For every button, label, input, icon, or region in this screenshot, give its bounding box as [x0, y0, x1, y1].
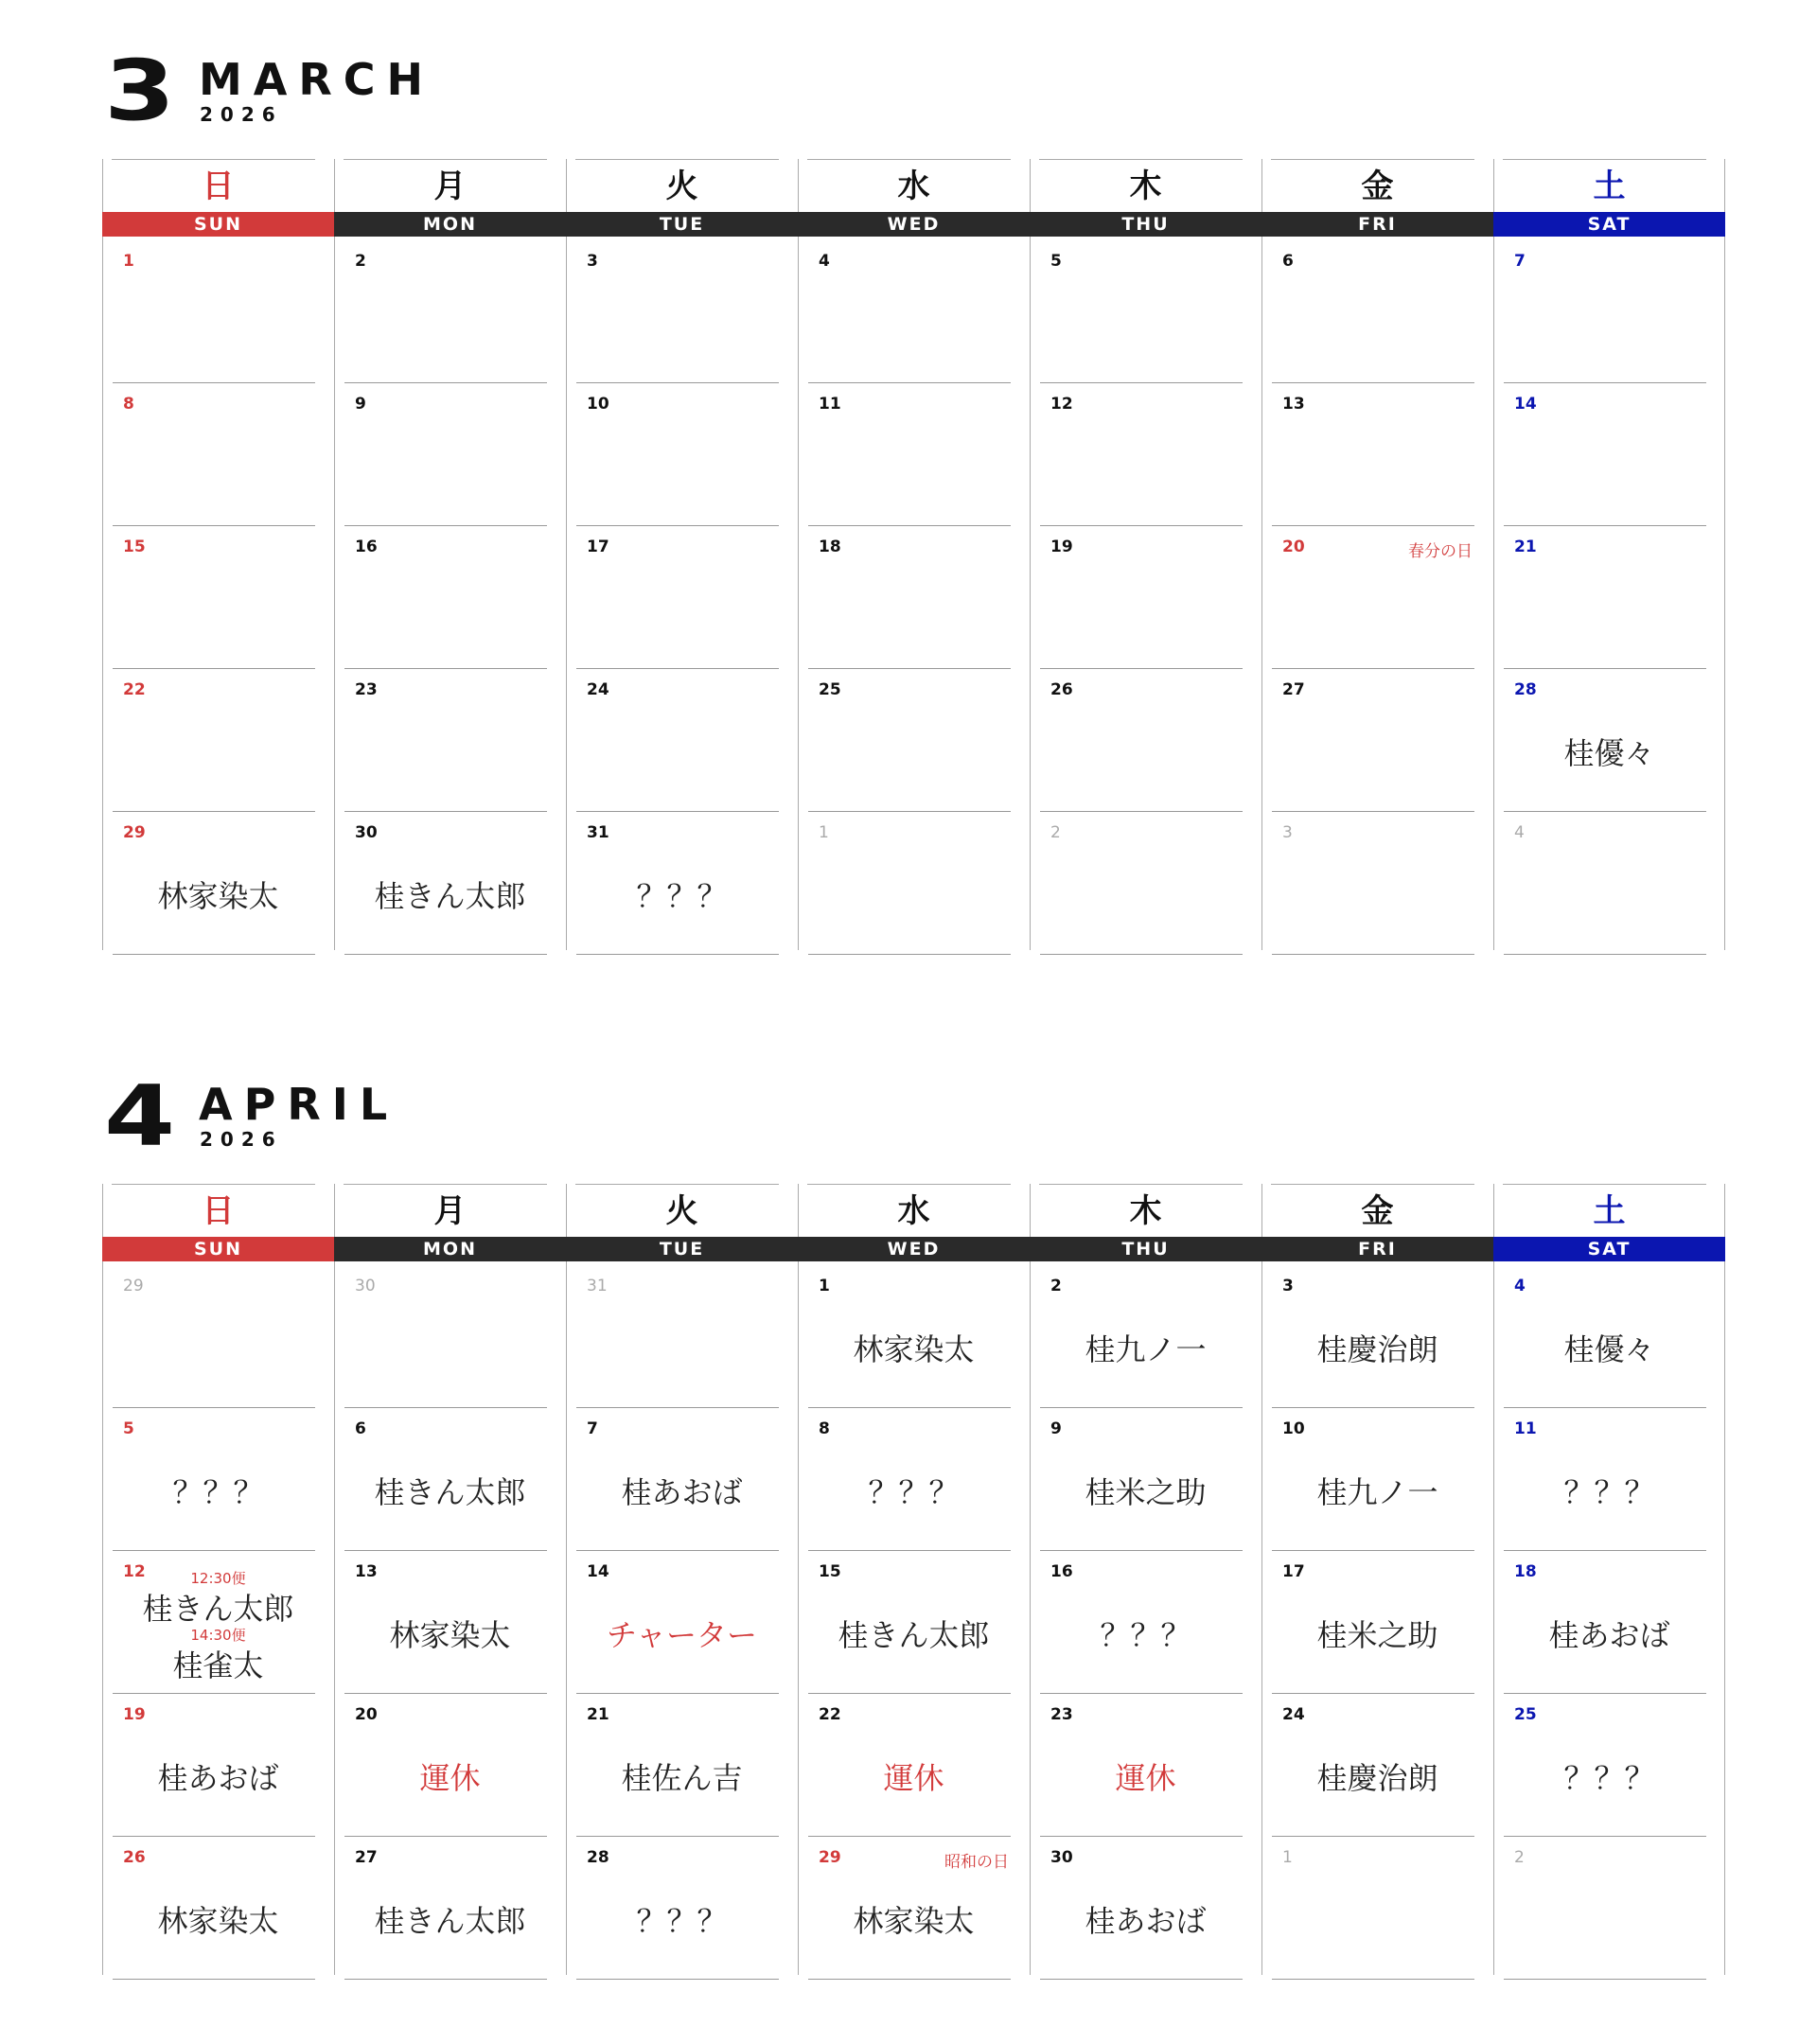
event-label: 桂佐ん吉: [621, 1760, 743, 1796]
day-cell[interactable]: [102, 1837, 334, 1980]
calendar-grid: [102, 159, 1728, 950]
day-number: 7: [1514, 252, 1526, 271]
weekday-kanji: 木: [1129, 167, 1162, 205]
weekday-kanji: 土: [1593, 1192, 1626, 1230]
day-cell[interactable]: [1493, 812, 1725, 955]
day-number: 20: [1282, 537, 1305, 556]
day-column-tue: [566, 1184, 798, 1975]
day-cell[interactable]: [1030, 240, 1261, 383]
month-header: [102, 43, 1728, 153]
event-label: チャーター: [606, 1617, 758, 1653]
day-cell[interactable]: [798, 1551, 1030, 1694]
event-label: 桂九ノ一: [1085, 1331, 1207, 1367]
weekday-kanji: 木: [1129, 1192, 1162, 1230]
row-divider: [113, 1979, 315, 1980]
day-number: 9: [355, 395, 366, 414]
day-cell[interactable]: [334, 812, 566, 955]
weekday-label: FRI: [1261, 1237, 1493, 1261]
day-number: 30: [355, 823, 378, 842]
day-cell[interactable]: [1261, 669, 1493, 812]
month-header: [102, 1067, 1728, 1178]
day-number: 23: [1050, 1705, 1073, 1724]
holiday-label: 春分の日: [1408, 542, 1473, 561]
day-number: 29: [123, 823, 146, 842]
day-number: 26: [1050, 680, 1073, 699]
weekday-kanji: 火: [665, 1192, 698, 1230]
day-cell[interactable]: [1030, 669, 1261, 812]
day-number: 11: [819, 395, 841, 414]
month-section-april: [102, 1067, 1728, 1939]
event-label: 桂きん太郎: [374, 1903, 526, 1939]
day-cell[interactable]: [334, 240, 566, 383]
day-column-thu: [1030, 1184, 1261, 1975]
day-column-wed: [798, 159, 1030, 950]
day-cell[interactable]: [1493, 240, 1725, 383]
day-cell[interactable]: [102, 1551, 334, 1694]
holiday-label: 昭和の日: [944, 1853, 1009, 1872]
event-label: 桂米之助: [1085, 1474, 1207, 1510]
day-cell[interactable]: [1261, 383, 1493, 526]
day-cell[interactable]: [102, 383, 334, 526]
day-cell[interactable]: [798, 669, 1030, 812]
day-number: 3: [587, 252, 598, 271]
event-label: 桂きん太郎: [142, 1591, 294, 1627]
day-number: 23: [355, 680, 378, 699]
day-number: 16: [355, 537, 378, 556]
month-name: MARCH: [199, 54, 435, 105]
day-cell[interactable]: [334, 1837, 566, 1980]
header-rule: [344, 159, 547, 160]
weekday-label: THU: [1030, 1237, 1261, 1261]
event-label: 桂優々: [1563, 735, 1655, 771]
day-number: 29: [819, 1848, 841, 1867]
month-number: 4: [104, 1067, 176, 1165]
event-label: 桂米之助: [1316, 1617, 1438, 1653]
day-cell[interactable]: [102, 1265, 334, 1408]
day-number: 1: [1282, 1848, 1293, 1867]
day-cell[interactable]: [798, 812, 1030, 955]
header-rule: [575, 159, 779, 160]
day-number: 13: [355, 1562, 378, 1581]
day-cell[interactable]: [566, 1694, 798, 1837]
day-cell[interactable]: [334, 1694, 566, 1837]
event-label: 桂九ノ一: [1316, 1474, 1438, 1510]
weekday-label: TUE: [566, 212, 798, 237]
weekday-label: SAT: [1493, 1237, 1725, 1261]
month-section-march: [102, 43, 1728, 914]
day-number: 18: [1514, 1562, 1537, 1581]
day-column-fri: [1261, 1184, 1493, 1975]
day-cell[interactable]: [102, 669, 334, 812]
day-number: 11: [1514, 1419, 1537, 1438]
header-rule: [807, 1184, 1011, 1185]
day-cell[interactable]: [334, 669, 566, 812]
day-cell[interactable]: [1493, 1408, 1725, 1551]
header-rule: [807, 159, 1011, 160]
day-number: 28: [1514, 680, 1537, 699]
day-number: 3: [1282, 823, 1293, 842]
day-cell[interactable]: [1493, 526, 1725, 669]
weekday-label: SUN: [102, 1237, 334, 1261]
day-column-sun: [102, 1184, 334, 1975]
event-label: 桂優々: [1563, 1331, 1655, 1367]
day-cell[interactable]: [566, 383, 798, 526]
month-number: 3: [104, 43, 176, 140]
day-number: 22: [123, 680, 146, 699]
header-rule: [1503, 1184, 1706, 1185]
month-year: 2026: [200, 1128, 283, 1151]
day-number: 5: [1050, 252, 1062, 271]
weekday-label: FRI: [1261, 212, 1493, 237]
day-cell[interactable]: [1030, 1694, 1261, 1837]
day-cell[interactable]: [566, 1408, 798, 1551]
day-cell[interactable]: [1030, 1408, 1261, 1551]
day-cell[interactable]: [1030, 1837, 1261, 1980]
weekday-label: MON: [334, 1237, 566, 1261]
event-label: ？？？: [1563, 1760, 1655, 1796]
event-label: 運休: [883, 1760, 944, 1796]
day-number: 1: [819, 823, 829, 842]
event-label: 運休: [419, 1760, 481, 1796]
day-number: 14: [1514, 395, 1537, 414]
day-number: 9: [1050, 1419, 1062, 1438]
day-number: 1: [123, 252, 134, 271]
day-number: 17: [587, 537, 609, 556]
day-number: 20: [355, 1705, 378, 1724]
day-number: 28: [587, 1848, 609, 1867]
day-number: 25: [1514, 1705, 1537, 1724]
row-divider: [113, 954, 315, 955]
event-label: 林家染太: [157, 1903, 279, 1939]
event-label: 桂あおば: [1548, 1617, 1670, 1653]
event-label: 林家染太: [389, 1617, 511, 1653]
event-label: 桂あおば: [157, 1760, 279, 1796]
day-number: 27: [1282, 680, 1305, 699]
weekday-kanji: 日: [202, 167, 235, 205]
day-number: 16: [1050, 1562, 1073, 1581]
day-number: 2: [1050, 823, 1061, 842]
day-number: 24: [587, 680, 609, 699]
day-cell[interactable]: [1030, 1551, 1261, 1694]
event-label: ？？？: [636, 878, 728, 914]
day-cell[interactable]: [1030, 1265, 1261, 1408]
day-cell[interactable]: [102, 240, 334, 383]
day-cell[interactable]: [1261, 526, 1493, 669]
day-cell[interactable]: [102, 1408, 334, 1551]
header-rule: [1039, 1184, 1243, 1185]
event-label: ？？？: [636, 1903, 728, 1939]
row-divider: [1272, 954, 1474, 955]
weekday-kanji: 月: [433, 167, 467, 205]
header-rule: [112, 1184, 315, 1185]
month-year: 2026: [200, 103, 283, 126]
day-number: 19: [123, 1705, 146, 1724]
day-cell[interactable]: [1493, 1837, 1725, 1980]
row-divider: [808, 1979, 1011, 1980]
day-cell[interactable]: [798, 1694, 1030, 1837]
day-cell[interactable]: [1261, 1694, 1493, 1837]
day-cell[interactable]: [1030, 526, 1261, 669]
calendar-grid: [102, 1184, 1728, 1975]
day-cell[interactable]: [1493, 1694, 1725, 1837]
day-cell[interactable]: [1493, 669, 1725, 812]
day-cell[interactable]: [798, 240, 1030, 383]
day-cell[interactable]: [102, 1694, 334, 1837]
day-cell[interactable]: [102, 526, 334, 669]
day-number: 26: [123, 1848, 146, 1867]
day-column-fri: [1261, 159, 1493, 950]
day-number: 29: [123, 1277, 144, 1295]
event-label: 林家染太: [157, 878, 279, 914]
weekday-label: MON: [334, 212, 566, 237]
day-number: 3: [1282, 1277, 1294, 1295]
day-number: 27: [355, 1848, 378, 1867]
day-number: 21: [1514, 537, 1537, 556]
day-number: 5: [123, 1419, 134, 1438]
header-rule: [575, 1184, 779, 1185]
weekday-kanji: 土: [1593, 167, 1626, 205]
day-number: 10: [587, 395, 609, 414]
day-column-wed: [798, 1184, 1030, 1975]
row-divider: [1040, 1979, 1243, 1980]
day-cell[interactable]: [566, 526, 798, 669]
day-number: 6: [355, 1419, 366, 1438]
day-cell[interactable]: [566, 1837, 798, 1980]
event-label: 運休: [1115, 1760, 1176, 1796]
weekday-label: TUE: [566, 1237, 798, 1261]
row-divider: [808, 954, 1011, 955]
day-number: 6: [1282, 252, 1294, 271]
day-number: 22: [819, 1705, 841, 1724]
day-column-sat: [1493, 1184, 1725, 1975]
day-cell[interactable]: [566, 669, 798, 812]
row-divider: [344, 954, 547, 955]
day-cell[interactable]: [798, 383, 1030, 526]
weekday-kanji: 水: [897, 1192, 930, 1230]
day-number: 13: [1282, 395, 1305, 414]
event-time: 14:30便: [190, 1627, 246, 1644]
day-number: 21: [587, 1705, 609, 1724]
day-number: 4: [819, 252, 830, 271]
month-name: APRIL: [199, 1079, 399, 1130]
event-label: 桂あおば: [1085, 1903, 1207, 1939]
row-divider: [576, 954, 779, 955]
day-cell[interactable]: [566, 240, 798, 383]
day-column-sat: [1493, 159, 1725, 950]
weekday-label: SUN: [102, 212, 334, 237]
day-cell[interactable]: [1030, 812, 1261, 955]
day-number: 4: [1514, 1277, 1526, 1295]
day-cell[interactable]: [102, 812, 334, 955]
row-divider: [1504, 954, 1706, 955]
day-cell[interactable]: [1261, 1265, 1493, 1408]
day-cell[interactable]: [334, 1408, 566, 1551]
day-number: 12: [123, 1562, 146, 1581]
day-cell[interactable]: [1261, 1837, 1493, 1980]
day-cell[interactable]: [798, 526, 1030, 669]
event-label: 桂きん太郎: [838, 1617, 990, 1653]
day-cell[interactable]: [798, 1408, 1030, 1551]
day-cell[interactable]: [334, 526, 566, 669]
day-number: 31: [587, 823, 609, 842]
day-column-sun: [102, 159, 334, 950]
event-label: ？？？: [1563, 1474, 1655, 1510]
day-number: 24: [1282, 1705, 1305, 1724]
day-cell[interactable]: [1030, 383, 1261, 526]
header-rule: [1039, 159, 1243, 160]
day-cell[interactable]: [1493, 1265, 1725, 1408]
day-cell[interactable]: [566, 812, 798, 955]
day-column-mon: [334, 159, 566, 950]
day-number: 14: [587, 1562, 609, 1581]
weekday-kanji: 火: [665, 167, 698, 205]
day-number: 7: [587, 1419, 598, 1438]
event-label: ？？？: [172, 1474, 264, 1510]
day-cell[interactable]: [1261, 1551, 1493, 1694]
day-cell[interactable]: [1261, 812, 1493, 955]
header-rule: [112, 159, 315, 160]
event-label: 桂あおば: [621, 1474, 743, 1510]
event-label: 桂きん太郎: [374, 1474, 526, 1510]
day-number: 10: [1282, 1419, 1305, 1438]
event-label: 桂慶治朗: [1316, 1760, 1438, 1796]
weekday-kanji: 日: [202, 1192, 235, 1230]
day-column-tue: [566, 159, 798, 950]
day-number: 17: [1282, 1562, 1305, 1581]
header-rule: [1271, 159, 1474, 160]
row-divider: [1272, 1979, 1474, 1980]
row-divider: [1040, 954, 1243, 955]
day-number: 4: [1514, 823, 1525, 842]
day-cell[interactable]: [1493, 383, 1725, 526]
day-number: 8: [819, 1419, 830, 1438]
weekday-kanji: 金: [1361, 1192, 1394, 1230]
day-number: 2: [1050, 1277, 1062, 1295]
day-column-thu: [1030, 159, 1261, 950]
day-number: 25: [819, 680, 841, 699]
day-cell[interactable]: [1261, 1408, 1493, 1551]
weekday-label: WED: [798, 212, 1030, 237]
event-label: 桂慶治朗: [1316, 1331, 1438, 1367]
day-cell[interactable]: [334, 1265, 566, 1408]
event-label: ？？？: [868, 1474, 960, 1510]
day-number: 19: [1050, 537, 1073, 556]
day-number: 8: [123, 395, 134, 414]
day-number: 31: [587, 1277, 608, 1295]
event-time: 12:30便: [190, 1570, 246, 1587]
day-number: 2: [1514, 1848, 1525, 1867]
event-label: 桂雀太: [172, 1648, 264, 1683]
event-label: 林家染太: [853, 1331, 975, 1367]
event-label: 林家染太: [853, 1903, 975, 1939]
day-column-mon: [334, 1184, 566, 1975]
day-cell[interactable]: [334, 383, 566, 526]
weekday-label: SAT: [1493, 212, 1725, 237]
day-cell[interactable]: [798, 1837, 1030, 1980]
event-label: ？？？: [1100, 1617, 1191, 1653]
day-cell[interactable]: [334, 1551, 566, 1694]
day-number: 15: [819, 1562, 841, 1581]
header-rule: [1271, 1184, 1474, 1185]
day-number: 30: [1050, 1848, 1073, 1867]
day-number: 2: [355, 252, 366, 271]
header-rule: [344, 1184, 547, 1185]
day-number: 30: [355, 1277, 376, 1295]
weekday-kanji: 金: [1361, 167, 1394, 205]
day-cell[interactable]: [1493, 1551, 1725, 1694]
header-rule: [1503, 159, 1706, 160]
weekday-label: THU: [1030, 212, 1261, 237]
day-cell[interactable]: [566, 1551, 798, 1694]
event-label: 桂きん太郎: [374, 878, 526, 914]
weekday-label: WED: [798, 1237, 1030, 1261]
weekday-kanji: 月: [433, 1192, 467, 1230]
row-divider: [576, 1979, 779, 1980]
day-cell[interactable]: [1261, 240, 1493, 383]
day-cell[interactable]: [798, 1265, 1030, 1408]
day-number: 12: [1050, 395, 1073, 414]
day-number: 18: [819, 537, 841, 556]
weekday-kanji: 水: [897, 167, 930, 205]
row-divider: [344, 1979, 547, 1980]
day-number: 15: [123, 537, 146, 556]
day-number: 1: [819, 1277, 830, 1295]
row-divider: [1504, 1979, 1706, 1980]
day-cell[interactable]: [566, 1265, 798, 1408]
